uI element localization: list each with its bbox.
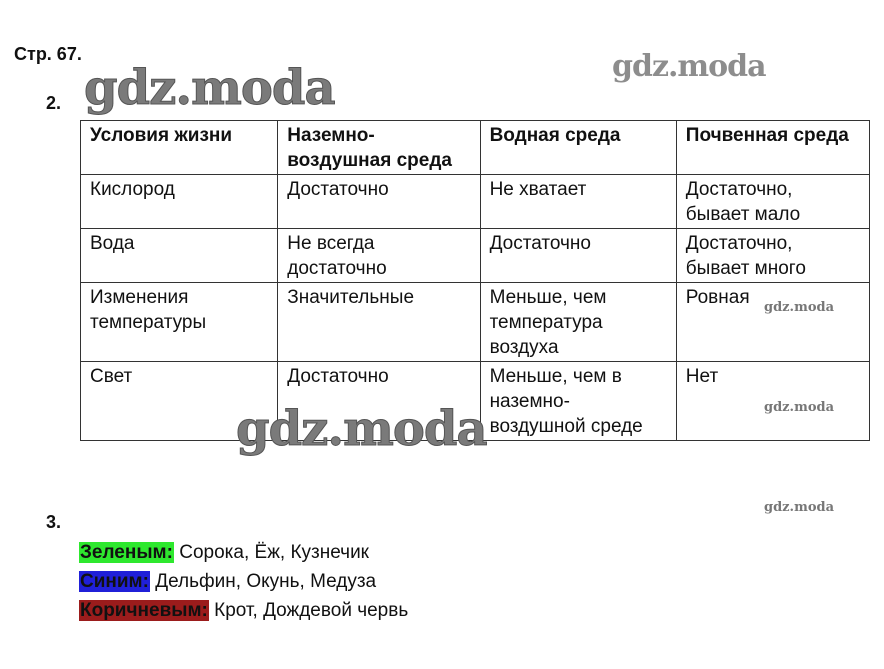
table-cell: Достаточно, бывает много (676, 229, 869, 283)
table-cell: Кислород (81, 175, 278, 229)
legend-value: Сорока, Ёж, Кузнечик (179, 542, 369, 563)
watermark: gdz.moda (764, 500, 835, 515)
habitat-conditions-table (80, 120, 870, 441)
legend-key-blue: Синим: (80, 571, 149, 592)
table-cell: Нет (676, 362, 869, 441)
legend-key-brown: Коричневым: (80, 600, 208, 621)
legend-item-green (79, 538, 408, 567)
legend-item-brown (79, 596, 408, 625)
table-cell: Не хватает (480, 175, 676, 229)
table-cell: Меньше, чем в наземно-воздушной среде (480, 362, 676, 441)
table-cell: Изменения температуры (81, 283, 278, 362)
header-cell: Почвенная среда (676, 121, 869, 175)
color-legend (79, 538, 408, 625)
task-2-number: 2. (46, 93, 62, 113)
table-cell: Вода (81, 229, 278, 283)
legend-value: Крот, Дождевой червь (214, 600, 409, 621)
header-cell: Наземно-воздушная среда (278, 121, 480, 175)
task-3-number: 3. (46, 512, 62, 532)
watermark: gdz.moda (764, 300, 835, 315)
watermark: gdz.moda (612, 49, 766, 84)
page-reference: Стр. 67. (14, 44, 82, 64)
watermark: gdz.moda (236, 401, 487, 457)
table-cell: Значительные (278, 283, 480, 362)
table-cell: Меньше, чем температура воздуха (480, 283, 676, 362)
legend-item-blue (79, 567, 408, 596)
table-row (81, 283, 870, 362)
table-cell: Не всегда достаточно (278, 229, 480, 283)
legend-key-green: Зеленым: (80, 542, 173, 563)
watermark: gdz.moda (84, 60, 335, 116)
table-row (81, 175, 870, 229)
table-header-row (81, 121, 870, 175)
table-cell: Достаточно, бывает мало (676, 175, 869, 229)
table-cell: Достаточно (278, 175, 480, 229)
table-cell: Достаточно (480, 229, 676, 283)
table-cell: Достаточно (278, 362, 480, 441)
header-cell: Условия жизни (81, 121, 278, 175)
header-cell: Водная среда (480, 121, 676, 175)
table-cell: Свет (81, 362, 278, 441)
watermark: gdz.moda (764, 400, 835, 415)
table-row (81, 229, 870, 283)
legend-value: Дельфин, Окунь, Медуза (155, 571, 377, 592)
table-cell: Ровная (676, 283, 869, 362)
